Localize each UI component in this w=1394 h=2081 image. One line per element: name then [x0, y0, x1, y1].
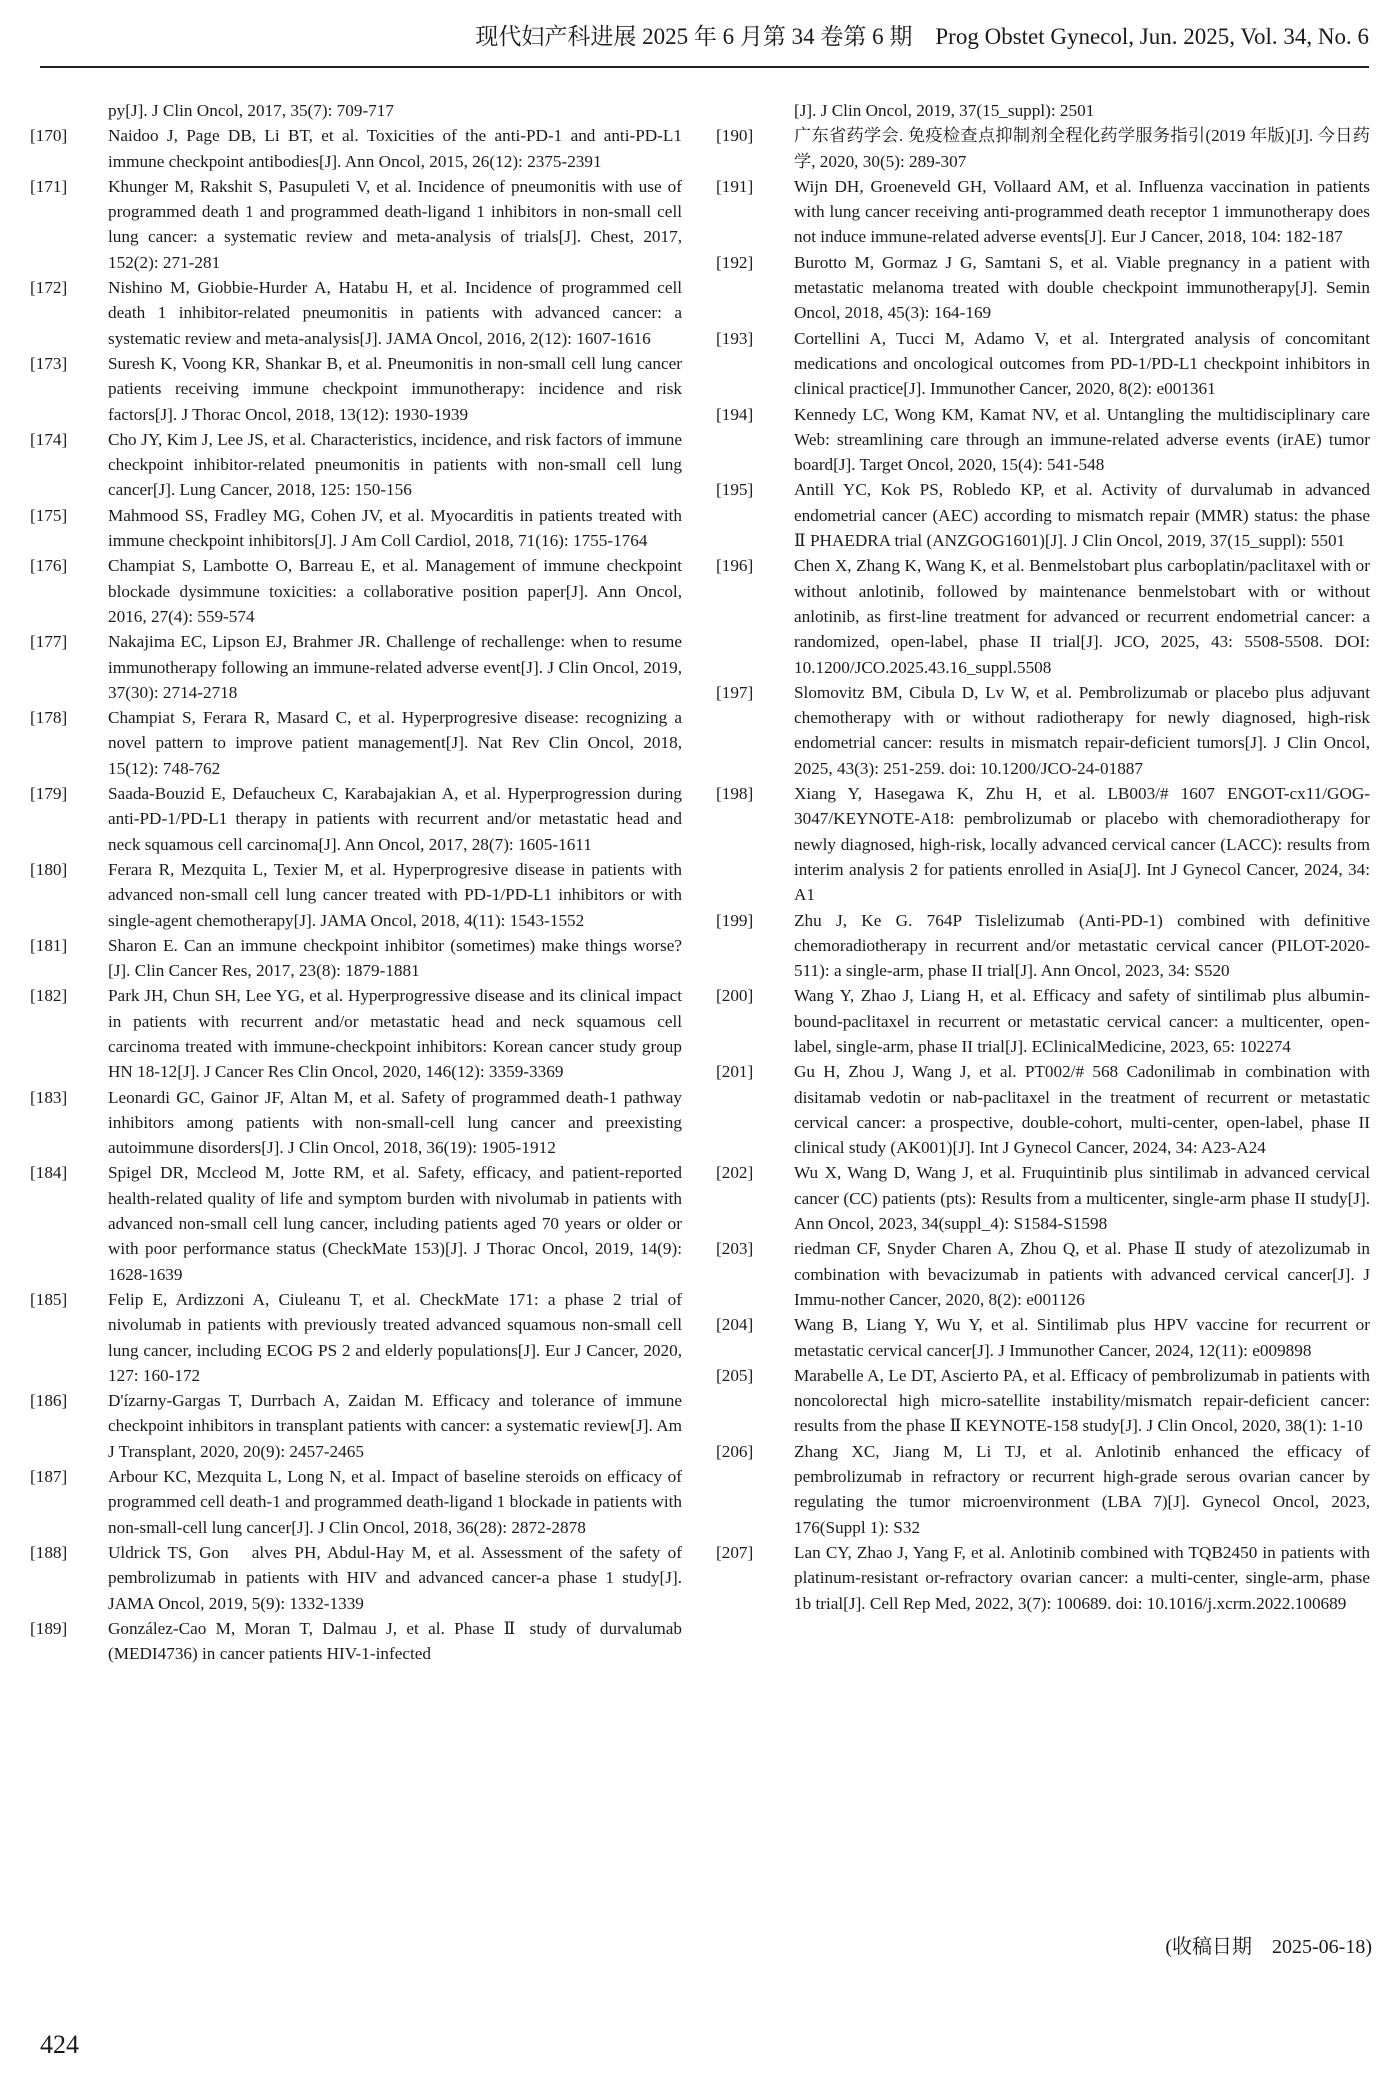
reference-text: Slomovitz BM, Cibula D, Lv W, et al. Pembrolizumab or placebo plus adjuvant chemotherapy with or without radiotherapy for newly diagnosed, high-risk endometrial cancer: results in mismatch repair-deficient tumors[J]. J Clin Oncol, 2025, 43(3): 251-259. doi: 10.1200/JCO-24-01887	[794, 682, 1370, 778]
reference-item	[30, 503, 682, 554]
page-number: 424	[40, 2030, 79, 2059]
reference-number: [172]	[30, 278, 68, 298]
reference-text: Uldrick TS, Gon alves PH, Abdul-Hay M, et al. Assessment of the safety of pembrolizumab in patients with HIV and advanced cancer-a phase 1 study[J]. JAMA Oncol, 2019, 5(9): 1332-1339	[108, 1542, 682, 1613]
reference-text: Lan CY, Zhao J, Yang F, et al. Anlotinib combined with TQB2450 in patients with platinum-resistant or-refractory ovarian cancer: a multi-center, single-arm, phase 1b trial[J]. Cell Rep Med, 2022, 3(7): 100689. doi: 10.1016/j.xcrm.2022.100689	[794, 1542, 1370, 1613]
reference-number: [178]	[30, 708, 68, 728]
reference-number: [189]	[30, 1618, 68, 1638]
reference-text: Wu X, Wang D, Wang J, et al. Fruquintinib plus sintilimab in advanced cervical cancer (CC) patients (pts): Results from a multicenter, single-arm phase II study[J]. Ann Oncol, 2023, 34(suppl_4): S1584-S1598	[794, 1163, 1370, 1234]
reference-item	[716, 1160, 1370, 1236]
reference-item	[30, 351, 682, 427]
reference-item	[30, 629, 682, 705]
reference-continuation: py[J]. J Clin Oncol, 2017, 35(7): 709-717	[108, 101, 394, 120]
reference-number: [175]	[30, 505, 68, 525]
reference-item	[716, 1363, 1370, 1439]
reference-item	[30, 1540, 682, 1616]
reference-number: [180]	[30, 859, 68, 879]
reference-text: Mahmood SS, Fradley MG, Cohen JV, et al. Myocarditis in patients treated with immune checkpoint inhibitors[J]. J Am Coll Cardiol, 2018, 71(16): 1755-1764	[108, 505, 682, 551]
reference-list-right	[716, 123, 1370, 1616]
reference-number: [181]	[30, 935, 68, 955]
reference-number: [200]	[716, 986, 754, 1006]
reference-item	[30, 1464, 682, 1540]
reference-item	[716, 680, 1370, 781]
reference-number: [205]	[716, 1365, 754, 1385]
reference-text: Cho JY, Kim J, Lee JS, et al. Characteristics, incidence, and risk factors of immune checkpoint inhibitor-related pneumonitis in patients with non-small cell lung cancer[J]. Lung Cancer, 2018, 125: 150-156	[108, 429, 682, 500]
reference-text: González-Cao M, Moran T, Dalmau J, et al. Phase Ⅱ study of durvalumab (MEDI4736) in cancer patients HIV-1-infected	[108, 1618, 682, 1664]
reference-number: [196]	[716, 556, 754, 576]
reference-item	[716, 1312, 1370, 1363]
reference-item	[30, 1287, 682, 1388]
reference-text: Wang Y, Zhao J, Liang H, et al. Efficacy and safety of sintilimab plus albumin-bound-paclitaxel in recurrent or metastatic cervical cancer: a multicenter, open-label, single-arm, phase II trial[J]. EClinicalMedicine, 2023, 65: 102274	[794, 986, 1370, 1056]
reference-text: Naidoo J, Page DB, Li BT, et al. Toxicities of the anti-PD-1 and anti-PD-L1 immune checkpoint antibodies[J]. Ann Oncol, 2015, 26(12): 2375-2391	[108, 126, 682, 171]
reference-text: Park JH, Chun SH, Lee YG, et al. Hyperprogressive disease and its clinical impact in patients with recurrent and/or metastatic head and neck squamous cell carcinoma treated with immune-checkpoint inhibitors: Korean cancer study group HN 18-12[J]. J Cancer Res Clin Oncol, 2020, 146(12): 3359-3369	[108, 986, 682, 1082]
reference-number: [197]	[716, 682, 754, 702]
reference-item	[30, 123, 682, 174]
reference-text: Chen X, Zhang K, Wang K, et al. Benmelstobart plus carboplatin/paclitaxel with or without anlotinib, followed by maintenance benmelstobart with or without anlotinib, as first-line treatment for advanced or recurrent endometrial cancer: a randomized, open-label, phase II trial[J]. JCO, 2025, 43: 5508-5508. DOI: 10.1200/JCO.2025.43.16_suppl.5508	[794, 556, 1370, 677]
running-header: 现代妇产科进展 2025 年 6 月第 34 卷第 6 期 Prog Obstet Gynecol, Jun. 2025, Vol. 34, No. 6	[475, 24, 1369, 49]
reference-number: [182]	[30, 986, 68, 1006]
reference-number: [207]	[716, 1542, 754, 1562]
reference-continuation: [J]. J Clin Oncol, 2019, 37(15_suppl): 2501	[794, 101, 1095, 120]
reference-number: [192]	[716, 252, 754, 272]
reference-item	[716, 983, 1370, 1059]
reference-text: Felip E, Ardizzoni A, Ciuleanu T, et al. CheckMate 171: a phase 2 trial of nivolumab in patients with previously treated advanced squamous non-small cell lung cancer, including ECOG PS 2 and elderly populations[J]. Eur J Cancer, 2020, 127: 160-172	[108, 1289, 682, 1385]
reference-number: [185]	[30, 1289, 68, 1309]
reference-item	[716, 123, 1370, 174]
reference-item	[716, 553, 1370, 679]
header-divider	[40, 66, 1369, 68]
reference-number: [184]	[30, 1163, 68, 1183]
reference-number: [201]	[716, 1062, 754, 1082]
reference-number: [173]	[30, 353, 68, 373]
reference-item	[30, 705, 682, 781]
reference-number: [206]	[716, 1441, 754, 1461]
reference-number: [194]	[716, 404, 754, 424]
reference-list-left	[30, 123, 682, 1666]
reference-item	[716, 326, 1370, 402]
reference-text: Wijn DH, Groeneveld GH, Vollaard AM, et al. Influenza vaccination in patients with lung cancer receiving anti-programmed death receptor 1 immunotherapy does not induce immune-related adverse events[J]. Eur J Cancer, 2018, 104: 182-187	[794, 176, 1370, 247]
reference-item	[30, 1616, 682, 1667]
reference-number: [195]	[716, 480, 754, 500]
reference-item	[30, 983, 682, 1084]
reference-text: D'ízarny-Gargas T, Durrbach A, Zaidan M. Efficacy and tolerance of immune checkpoint inhibitors in transplant patients with cancer: a systematic review[J]. Am J Transplant, 2020, 20(9): 2457-2465	[108, 1391, 682, 1461]
reference-item	[30, 427, 682, 503]
reference-text: Nakajima EC, Lipson EJ, Brahmer JR. Challenge of rechallenge: when to resume immunotherapy following an immune-related adverse event[J]. J Clin Oncol, 2019, 37(30): 2714-2718	[108, 632, 682, 702]
reference-item	[716, 174, 1370, 250]
left-column	[30, 98, 682, 1666]
reference-text: Champiat S, Ferara R, Masard C, et al. Hyperprogresive disease: recognizing a novel pattern to improve patient management[J]. Nat Rev Clin Oncol, 2018, 15(12): 748-762	[108, 708, 682, 778]
reference-number: [186]	[30, 1391, 68, 1411]
reference-number: [176]	[30, 556, 68, 576]
reference-number: [191]	[716, 176, 754, 196]
reference-item	[716, 402, 1370, 478]
reference-text: Burotto M, Gormaz J G, Samtani S, et al. Viable pregnancy in a patient with metastatic melanoma treated with double checkpoint immunotherapy[J]. Semin Oncol, 2018, 45(3): 164-169	[794, 252, 1370, 323]
reference-number: [188]	[30, 1542, 68, 1562]
reference-number: [204]	[716, 1315, 754, 1335]
reference-text: Cortellini A, Tucci M, Adamo V, et al. Intergrated analysis of concomitant medications and oncological outcomes from PD-1/PD-L1 checkpoint inhibitors in clinical practice[J]. Immunother Cancer, 2020, 8(2): e001361	[794, 328, 1370, 399]
reference-item	[30, 781, 682, 857]
reference-text: Wang B, Liang Y, Wu Y, et al. Sintilimab plus HPV vaccine for recurrent or metastatic cervical cancer[J]. J Immunother Cancer, 2024, 12(11): e009898	[794, 1315, 1370, 1360]
reference-item	[716, 250, 1370, 326]
reference-text: Zhu J, Ke G. 764P Tislelizumab (Anti-PD-1) combined with definitive chemoradiotherapy in recurrent and/or metastatic cervical cancer (PILOT-2020-511): a single-arm, phase II trial[J]. Ann Oncol, 2023, 34: S520	[794, 910, 1370, 981]
reference-text: Nishino M, Giobbie-Hurder A, Hatabu H, et al. Incidence of programmed cell death 1 inhibitor-related pneumonitis in patients with advanced cancer: a systematic review and meta-analysis[J]. JAMA Oncol, 2016, 2(12): 1607-1616	[108, 278, 682, 348]
reference-number: [202]	[716, 1163, 754, 1183]
reference-number: [177]	[30, 632, 68, 652]
reference-text: Ferara R, Mezquita L, Texier M, et al. Hyperprogresive disease in patients with advanced non-small cell lung cancer treated with PD-1/PD-L1 inhibitors or with single-agent chemotherapy[J]. JAMA Oncol, 2018, 4(11): 1543-1552	[108, 859, 682, 930]
reference-item	[30, 1388, 682, 1464]
reference-text: Leonardi GC, Gainor JF, Altan M, et al. Safety of programmed death-1 pathway inhibitors among patients with non-small-cell lung cancer and preexisting autoimmune disorders[J]. J Clin Oncol, 2018, 36(19): 1905-1912	[108, 1087, 682, 1158]
reference-number: [171]	[30, 176, 68, 196]
received-date: (收稿日期 2025-06-18)	[1165, 1936, 1372, 1958]
reference-text: 广东省药学会. 免疫检查点抑制剂全程化药学服务指引(2019 年版)[J]. 今日药学, 2020, 30(5): 289-307	[794, 126, 1370, 171]
reference-item	[716, 477, 1370, 553]
reference-item	[30, 553, 682, 629]
reference-item	[716, 1236, 1370, 1312]
reference-item	[30, 174, 682, 275]
reference-number: [183]	[30, 1087, 68, 1107]
reference-item	[716, 1540, 1370, 1616]
reference-number: [179]	[30, 784, 68, 804]
reference-item	[716, 908, 1370, 984]
reference-number: [190]	[716, 126, 754, 146]
reference-item	[30, 1085, 682, 1161]
reference-item	[716, 1059, 1370, 1160]
reference-text: Suresh K, Voong KR, Shankar B, et al. Pneumonitis in non-small cell lung cancer patients receiving immune checkpoint immunotherapy: incidence and risk factors[J]. J Thorac Oncol, 2018, 13(12): 1930-1939	[108, 353, 682, 424]
reference-item	[30, 1160, 682, 1286]
reference-item	[30, 275, 682, 351]
reference-number: [193]	[716, 328, 754, 348]
reference-text: Xiang Y, Hasegawa K, Zhu H, et al. LB003/# 1607 ENGOT-cx11/GOG-3047/KEYNOTE-A18: pembrolizumab or placebo with chemoradiotherapy for newly diagnosed, high-risk, locally advanced cervical cancer (LACC): results from interim analysis 2 for patients enrolled in Asia[J]. Int J Gynecol Cancer, 2024, 34: A1	[794, 784, 1370, 905]
reference-text: Champiat S, Lambotte O, Barreau E, et al. Management of immune checkpoint blockade dysimmune toxicities: a collaborative position paper[J]. Ann Oncol, 2016, 27(4): 559-574	[108, 556, 682, 626]
reference-number: [199]	[716, 910, 754, 930]
reference-text: Gu H, Zhou J, Wang J, et al. PT002/# 568 Cadonilimab in combination with disitamab vedotin or nab-paclitaxel in the treatment of recurrent or metastatic cervical cancer: a prospective, double-cohort, multi-center, open-label, phase II clinical study (AK001)[J]. Int J Gynecol Cancer, 2024, 34: A23-A24	[794, 1062, 1370, 1158]
reference-text: Antill YC, Kok PS, Robledo KP, et al. Activity of durvalumab in advanced endometrial cancer (AEC) according to mismatch repair (MMR) status: the phase Ⅱ PHAEDRA trial (ANZGOG1601)[J]. J Clin Oncol, 2019, 37(15_suppl): 5501	[794, 480, 1370, 551]
reference-text: Kennedy LC, Wong KM, Kamat NV, et al. Untangling the multidisciplinary care Web: streamlining care through an immune-related adverse events (irAE) tumor board[J]. Target Oncol, 2020, 15(4): 541-548	[794, 404, 1370, 475]
reference-item	[716, 1439, 1370, 1540]
reference-text: Marabelle A, Le DT, Ascierto PA, et al. Efficacy of pembrolizumab in patients with noncolorectal high micro-satellite instability/mismatch repair-deficient cancer: results from the phase Ⅱ KEYNOTE-158 study[J]. J Clin Oncol, 2020, 38(1): 1-10	[794, 1365, 1370, 1436]
reference-item	[716, 781, 1370, 907]
reference-text: Zhang XC, Jiang M, Li TJ, et al. Anlotinib enhanced the efficacy of pembrolizumab in refractory or recurrent high-grade serous ovarian cancer by regulating the tumor microenvironment (LBA 7)[J]. Gynecol Oncol, 2023, 176(Suppl 1): S32	[794, 1441, 1370, 1537]
reference-text: Saada-Bouzid E, Defaucheux C, Karabajakian A, et al. Hyperprogression during anti-PD-1/PD-L1 therapy in patients with recurrent and/or metastatic head and neck squamous cell carcinoma[J]. Ann Oncol, 2017, 28(7): 1605-1611	[108, 784, 682, 854]
reference-text: Khunger M, Rakshit S, Pasupuleti V, et al. Incidence of pneumonitis with use of programmed death 1 and programmed death-ligand 1 inhibitors in non-small cell lung cancer: a systematic review and meta-analysis of trials[J]. Chest, 2017, 152(2): 271-281	[108, 176, 682, 272]
reference-number: [198]	[716, 784, 754, 804]
reference-number: [174]	[30, 429, 68, 449]
reference-number: [187]	[30, 1467, 68, 1487]
reference-number: [203]	[716, 1239, 754, 1259]
reference-text: Spigel DR, Mccleod M, Jotte RM, et al. Safety, efficacy, and patient-reported health-related quality of life and symptom burden with nivolumab in patients with advanced non-small cell lung cancer, including patients aged 70 years or older or with poor performance status (CheckMate 153)[J]. J Thorac Oncol, 2019, 14(9): 1628-1639	[108, 1163, 682, 1284]
reference-number: [170]	[30, 126, 68, 146]
right-column	[716, 98, 1370, 1616]
reference-item	[30, 933, 682, 984]
reference-text: Sharon E. Can an immune checkpoint inhibitor (sometimes) make things worse?[J]. Clin Cancer Res, 2017, 23(8): 1879-1881	[108, 935, 682, 981]
reference-item	[30, 857, 682, 933]
reference-text: Arbour KC, Mezquita L, Long N, et al. Impact of baseline steroids on efficacy of programmed cell death-1 and programmed death-ligand 1 blockade in patients with non-small-cell lung cancer[J]. J Clin Oncol, 2018, 36(28): 2872-2878	[108, 1467, 682, 1537]
reference-text: riedman CF, Snyder Charen A, Zhou Q, et al. Phase Ⅱ study of atezolizumab in combination with bevacizumab in patients with advanced cervical cancer[J]. J Immu-nother Cancer, 2020, 8(2): e001126	[794, 1239, 1370, 1309]
